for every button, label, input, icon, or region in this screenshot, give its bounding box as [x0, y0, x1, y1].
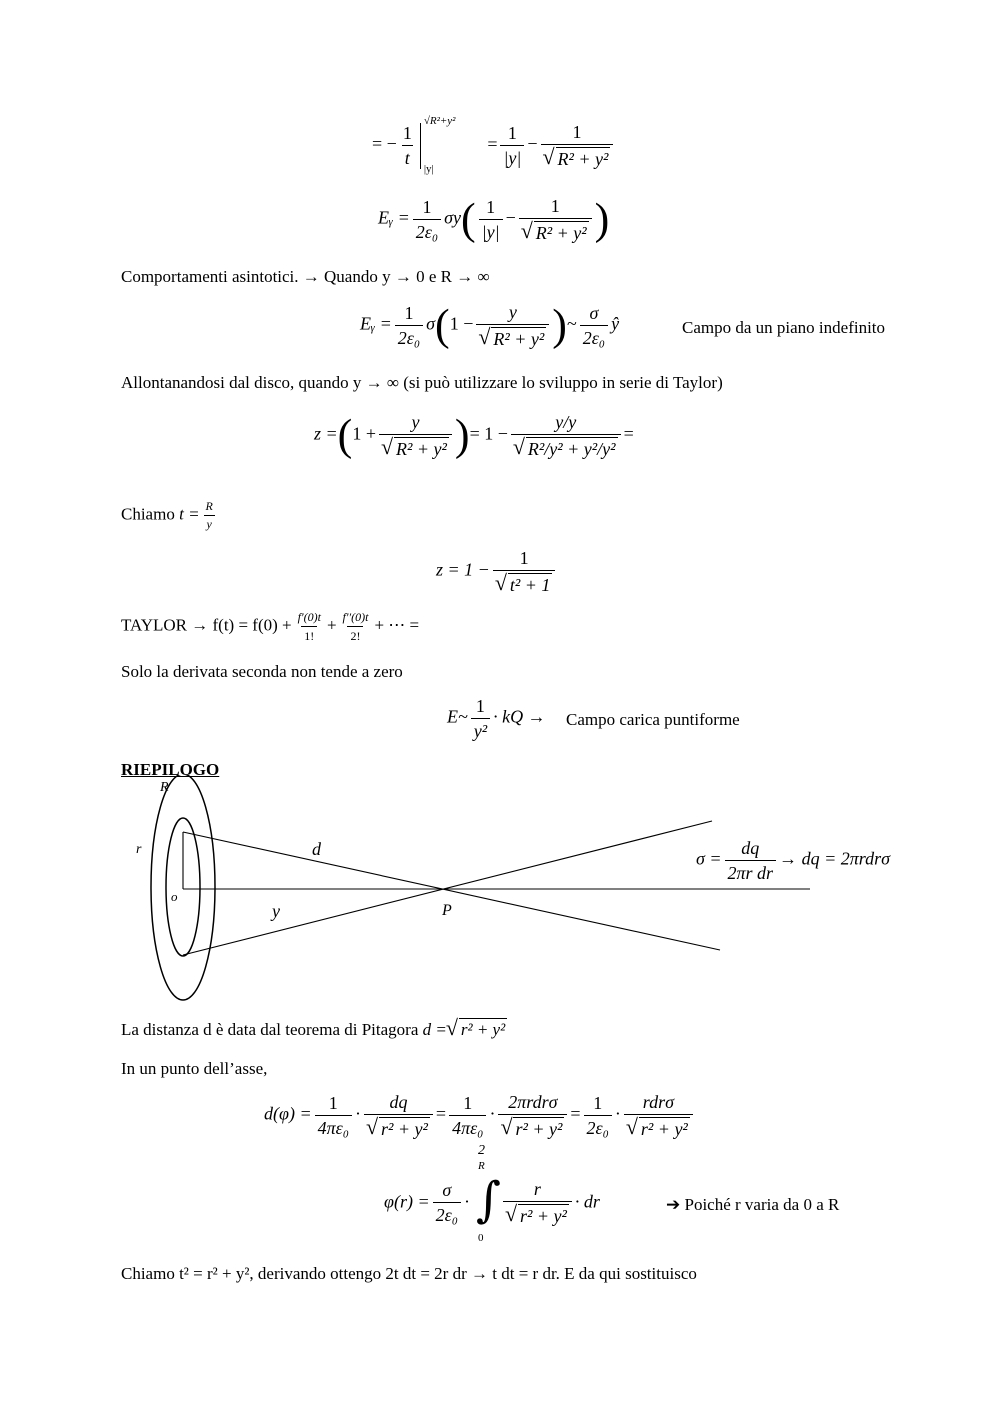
text-moving-away: Allontanandosi dal disco, quando y → ∞ (si può utilizzare lo sviluppo in serie di Taylor): [121, 373, 723, 392]
text-asymptotic: Comportamenti asintotici. → Quando y → 0 e R → ∞: [121, 267, 490, 286]
eq1-minus: −: [527, 133, 538, 154]
eval-bar: [420, 114, 456, 175]
note-r-range: ➔ Poiché r varia da 0 a R: [666, 1195, 840, 1214]
note-infinite-plane: Campo da un piano indefinito: [682, 318, 886, 337]
label-o: o: [171, 889, 178, 904]
text-define-t: Chiamo t = $\frac{R}{y}$: [121, 499, 213, 531]
disk-diagram: [120, 775, 940, 1015]
text-substitution: Chiamo t² = r² + y², derivando ottengo 2t dt = 2r dr → t dt = r dr. E da qui sostituisco: [121, 1264, 697, 1283]
equation-ey-disk: Eᵧ = $\frac{1}{\text{2ε₀}}$ σy( $\frac{1}{|y|}$ − 1 √ R² + y² ): [378, 196, 609, 243]
equation-sigma: σ = $\frac{dq}{\text{2πr dr}}$ → dq = 2πrdrσ: [696, 838, 890, 883]
text-distance-pythagoras: La distanza d è data dal teorema di Pitagora d =√ r² + y²: [121, 1018, 507, 1040]
label-d: d: [312, 839, 321, 859]
equation-primitive-eval: [372, 114, 616, 175]
equation-d-phi: d(φ) = $\frac{1}{\text{4πε₀}}$ · dq √ r² + y² = $\frac{1}{\text{4πε₀}}$ · 2πrdrσ √ r² + y² = $\frac{1}{\text{2ε₀}}$ · rdrσ √ r² + y²: [264, 1092, 696, 1139]
eq1-lead: = −: [372, 133, 397, 154]
label-y: y: [272, 901, 280, 921]
ray-d: [183, 832, 720, 950]
ray-lower: [183, 821, 712, 955]
text-taylor: TAYLOR → f(t) = f(0) + $\frac{f'(0)t}{1!}$ + $\frac{f''(0)t}{2!}$ + ⋯ =: [121, 610, 420, 643]
equation-z-of-t: z = 1 − 1 √ t² + 1: [436, 548, 558, 595]
equation-z-expansion: z =(1 + y √ R² + y² )= 1 − y/y √ R²/y² + y²/y² =: [314, 412, 634, 459]
equation-phi-integral: φ(r) = $\frac{\sigma}{\text{2ε₀}}$ · R ∫ 0 r √ r² + y² · dr: [384, 1162, 600, 1242]
eq1-equals: =: [487, 133, 498, 154]
equation-ey-plane: Eᵧ = $\frac{1}{\text{2ε₀}}$ σ(1 − y √ R² + y² )~ $\frac{\sigma}{\text{2ε₀}}$ ŷ: [360, 302, 619, 349]
integral-sign: R ∫ 0: [475, 1160, 501, 1244]
handwritten-2: 2: [478, 1143, 485, 1158]
section-title-riepilogo: RIEPILOGO: [121, 760, 220, 779]
label-P: P: [442, 902, 452, 919]
eq1-frac-1-over-t: $\frac{1}{t}$: [402, 123, 412, 168]
eval-lower-limit: |y|: [423, 162, 434, 175]
note-point-charge: Campo carica puntiforme: [566, 710, 740, 729]
label-r: r: [136, 842, 142, 857]
equation-point-charge: E~ $\frac{1}{\text{y²}}$ · kQ →: [447, 696, 546, 741]
label-R: R: [160, 780, 169, 795]
eq1-frac-1-over-sqrt: 1 √ R² + y²: [541, 122, 614, 169]
eq2-lhs: Eᵧ =: [378, 207, 410, 228]
text-on-axis: In un punto dell’asse,: [121, 1059, 268, 1078]
text-second-derivative: Solo la derivata seconda non tende a zero: [121, 662, 403, 681]
eq1-frac-1-over-abs-y: $\frac{1}{|y|}$: [500, 123, 524, 168]
eval-upper-limit: √R²+y²: [423, 114, 456, 127]
